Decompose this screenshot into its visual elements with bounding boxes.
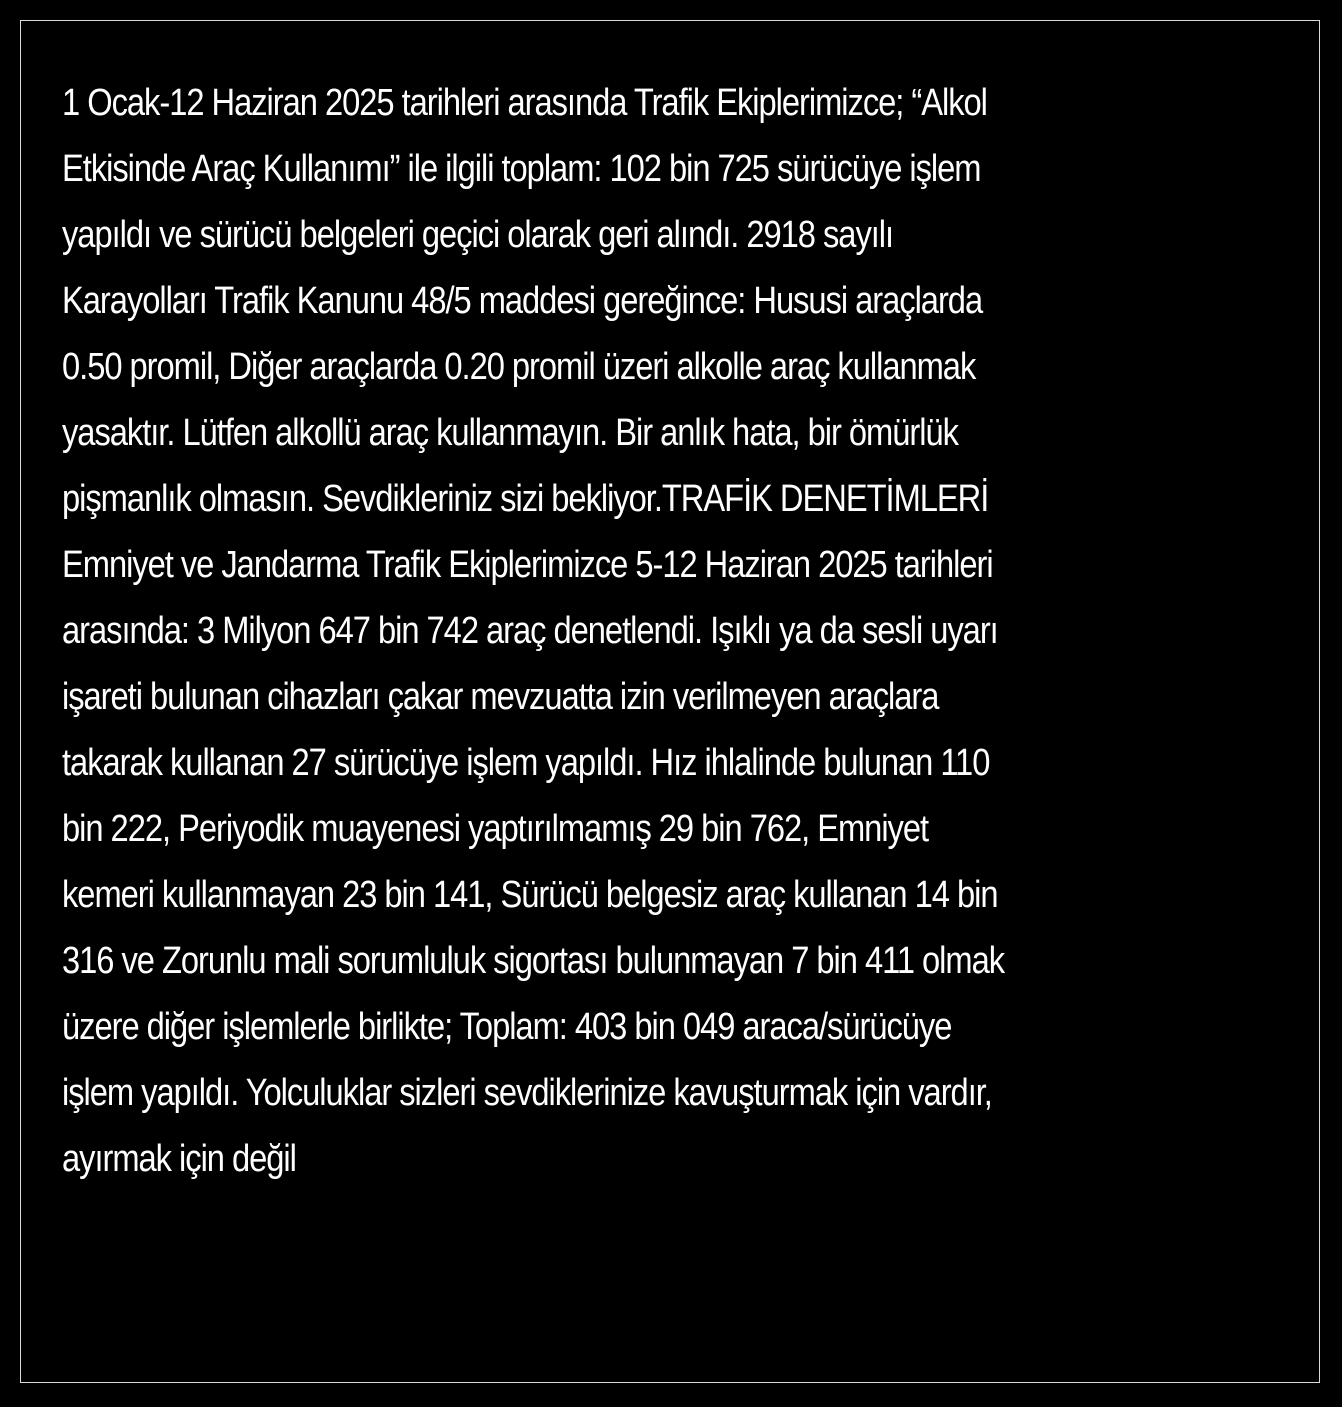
text-line-3: yapıldı ve sürücü belgeleri geçici olarak geri alındı. 2918 sayılı — [62, 214, 894, 256]
text-line-16: işlem yapıldı. Yolculuklar sizleri sevdiklerinize kavuşturmak için vardır, — [62, 1072, 992, 1114]
text-line-13: kemeri kullanmayan 23 bin 141, Sürücü belgesiz araç kullanan 14 bin — [62, 874, 998, 916]
text-line-11: takarak kullanan 27 sürücüye işlem yapıldı. Hız ihlalinde bulunan 110 — [62, 742, 990, 784]
text-line-9: arasında: 3 Milyon 647 bin 742 araç denetlendi. Işıklı ya da sesli uyarı — [62, 610, 998, 652]
text-line-6: yasaktır. Lütfen alkollü araç kullanmayın. Bir anlık hata, bir ömürlük — [62, 412, 958, 454]
text-line-2: Etkisinde Araç Kullanımı” ile ilgili toplam: 102 bin 725 sürücüye işlem — [62, 148, 981, 190]
announcement-text — [62, 70, 1111, 1192]
text-line-7: pişmanlık olmasın. Sevdikleriniz sizi bekliyor.TRAFİK DENETİMLERİ — [62, 478, 989, 520]
text-line-17: ayırmak için değil — [62, 1138, 296, 1180]
text-line-12: bin 222, Periyodik muayenesi yaptırılmamış 29 bin 762, Emniyet — [62, 808, 929, 850]
text-line-8: Emniyet ve Jandarma Trafik Ekiplerimizce 5-12 Haziran 2025 tarihleri — [62, 544, 993, 586]
text-line-10: işareti bulunan cihazları çakar mevzuatta izin verilmeyen araçlara — [62, 676, 939, 718]
text-line-15: üzere diğer işlemlerle birlikte; Toplam: 403 bin 049 araca/sürücüye — [62, 1006, 952, 1048]
text-line-1: 1 Ocak-12 Haziran 2025 tarihleri arasında Trafik Ekiplerimizce; “Alkol — [62, 82, 987, 124]
text-line-5: 0.50 promil, Diğer araçlarda 0.20 promil üzeri alkolle araç kullanmak — [62, 346, 976, 388]
text-line-14: 316 ve Zorunlu mali sorumluluk sigortası bulunmayan 7 bin 411 olmak — [62, 940, 1005, 982]
text-line-4: Karayolları Trafik Kanunu 48/5 maddesi gereğince: Hususi araçlarda — [62, 280, 983, 322]
